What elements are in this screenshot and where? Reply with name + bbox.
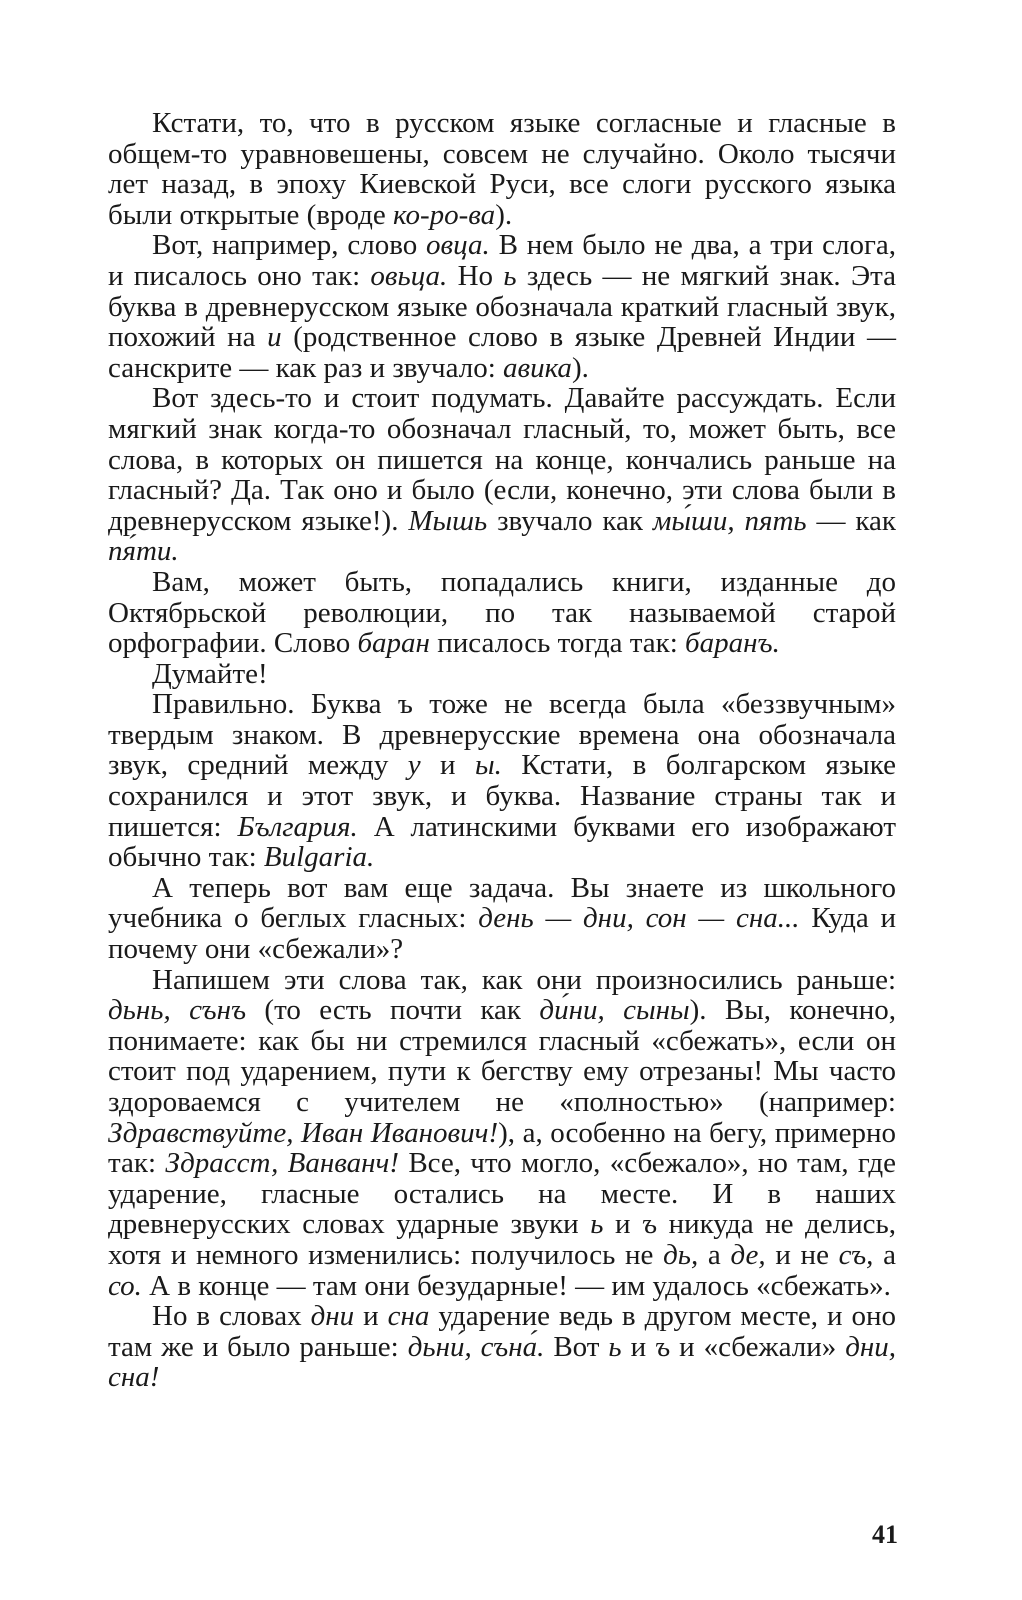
italic-text-run: и — [267, 321, 282, 354]
paragraph-4 — [108, 567, 896, 659]
italic-text-run: ъ — [642, 1208, 658, 1241]
italic-text-run: България. — [237, 810, 358, 843]
text-run: А в конце — там они безударные! — им удалось «сбежать». — [141, 1269, 891, 1302]
paragraph-1 — [108, 108, 896, 230]
text-run: и — [420, 749, 475, 782]
text-run: А теперь вот вам еще задача. Вы знаете из школьного учебника о беглых гласных: — [108, 871, 896, 935]
text-run: — как — [806, 504, 896, 537]
text-run: Правильно. Буква — [152, 688, 398, 721]
text-run: Думайте! — [152, 657, 268, 690]
italic-text-run: дь, — [663, 1238, 699, 1271]
text-run: (то есть почти как — [246, 994, 540, 1027]
italic-text-run: ь — [503, 259, 517, 292]
text-run: Вам, может быть, попадались книги, изданные до Октябрьской революции, по так называемой старой орфографии. Слово — [108, 565, 896, 660]
text-run: ), а, особенно на бегу, примерно так: — [108, 1116, 896, 1180]
text-run: Вот — [544, 1330, 609, 1363]
italic-text-run: овца. — [426, 229, 490, 262]
text-run: (родственное слово в языке Древней Индии — санскрите — как раз и звучало: — [108, 321, 897, 384]
italic-text-run: де, — [730, 1238, 766, 1271]
italic-text-run: баранъ. — [685, 627, 780, 660]
text-run: Кстати, то, что в русском языке согласные и гласные в общем-то уравновешены, совсем не случайно. Около тысячи лет назад, в эпоху Киевской Руси, все слоги русского языка были открытые (вроде — [108, 107, 896, 231]
text-run: А латинскими буквами его изображают обычно так: — [108, 810, 896, 874]
paragraph-9 — [108, 1301, 896, 1393]
book-page-text — [108, 108, 896, 1393]
italic-text-run: съ, — [838, 1238, 874, 1271]
italic-text-run: Здрасст, Ванванч! — [165, 1147, 400, 1180]
italic-text-run: со. — [108, 1269, 142, 1302]
text-run: тоже не всегда была «беззвучным» твердым знаком. В древнерусские времена она обозначала звук, средний между — [108, 688, 896, 782]
text-run: Но в словах — [152, 1300, 311, 1333]
italic-text-run: ди́ни, сыны — [539, 994, 690, 1027]
paragraph-8 — [108, 965, 896, 1302]
paragraph-3 — [108, 383, 896, 567]
text-run: Вот здесь-то и стоит подумать. Давайте рассуждать. Если мягкий знак когда-то обозначал гласный, то, может быть, все слова, в которых он пишется на конце, кончались раньше на гласный? Да. Так оно и было (если, конечно, эти слова были в древнерусском языке!). — [108, 382, 896, 537]
text-run: Напишем эти слова так, как они произносились раньше: — [152, 963, 896, 996]
text-run: и «сбежали» — [670, 1330, 846, 1363]
text-run: ). Вы, конечно, понимаете: как бы ни стремился гласный «сбежать», если он стоит под ударением, пути к бегству ему отрезаны! Мы часто здороваемся с учителем не «полностью» (например: — [108, 994, 896, 1118]
italic-text-run: овьца. — [370, 259, 448, 292]
italic-text-run: день — дни, сон — сна... — [478, 902, 800, 935]
text-run: Куда и почему они «сбежали»? — [108, 902, 897, 966]
paragraph-2 — [108, 230, 896, 383]
text-run: и — [603, 1208, 642, 1241]
italic-text-run: Здравствуйте, Иван Иванович! — [108, 1116, 499, 1149]
text-run: Вот, например, слово — [152, 229, 427, 262]
italic-text-run: ко-ро-ва — [393, 198, 496, 231]
italic-text-run: баран — [357, 627, 430, 660]
italic-text-run: Мышь — [408, 504, 488, 537]
text-run: никуда не делись, хотя и немного изменились: получилось не — [108, 1208, 896, 1271]
text-run: ). — [571, 351, 589, 384]
italic-text-run: пя́ти. — [108, 535, 179, 568]
text-run: здесь — не мягкий знак. Эта буква в древнерусском языке обозначала краткий гласный звук, похожий на — [108, 259, 896, 354]
text-run: Все, что могло, «сбежало», но там, где ударение, гласные остались на месте. И в наших древнерусских словах ударные звуки — [108, 1147, 896, 1241]
italic-text-run: авика — [503, 351, 572, 384]
italic-text-run: дьнь, сънъ — [108, 994, 247, 1027]
italic-text-run: ы. — [474, 749, 502, 782]
text-run: и — [354, 1300, 388, 1333]
italic-text-run: ь — [590, 1208, 604, 1241]
italic-text-run: ь — [608, 1330, 622, 1363]
text-run: а — [873, 1238, 896, 1271]
text-run: Кстати, в болгарском языке сохранился и этот звук, и буква. Название страны так и пишется: — [108, 749, 896, 843]
text-run: звучало как — [487, 504, 653, 537]
italic-text-run: сна — [387, 1300, 430, 1333]
text-run: и не — [765, 1238, 839, 1271]
italic-text-run: мы́ши, пять — [652, 504, 807, 537]
text-run: писалось тогда так: — [429, 627, 686, 660]
italic-text-run: дьни́, съна́. — [407, 1330, 545, 1363]
text-run: Но — [447, 259, 504, 292]
page-number: 41 — [872, 1520, 898, 1549]
italic-text-run: ъ — [655, 1330, 671, 1363]
italic-text-run: Bulgaria. — [263, 841, 375, 874]
italic-text-run: дни — [310, 1300, 355, 1333]
text-run: В нем было не два, а три слога, и писалось оно так: — [108, 229, 897, 292]
italic-text-run: у — [407, 749, 421, 782]
text-run: а — [698, 1238, 731, 1271]
text-run: ударение ведь в другом месте, и оно там же и было раньше: — [108, 1300, 896, 1363]
text-run: ъ — [397, 688, 413, 721]
text-run: ). — [495, 198, 513, 231]
paragraph-5 — [108, 659, 896, 690]
paragraph-7 — [108, 873, 896, 965]
italic-text-run: дни, сна! — [108, 1330, 896, 1394]
text-run: и — [621, 1330, 656, 1363]
paragraph-6 — [108, 689, 896, 873]
